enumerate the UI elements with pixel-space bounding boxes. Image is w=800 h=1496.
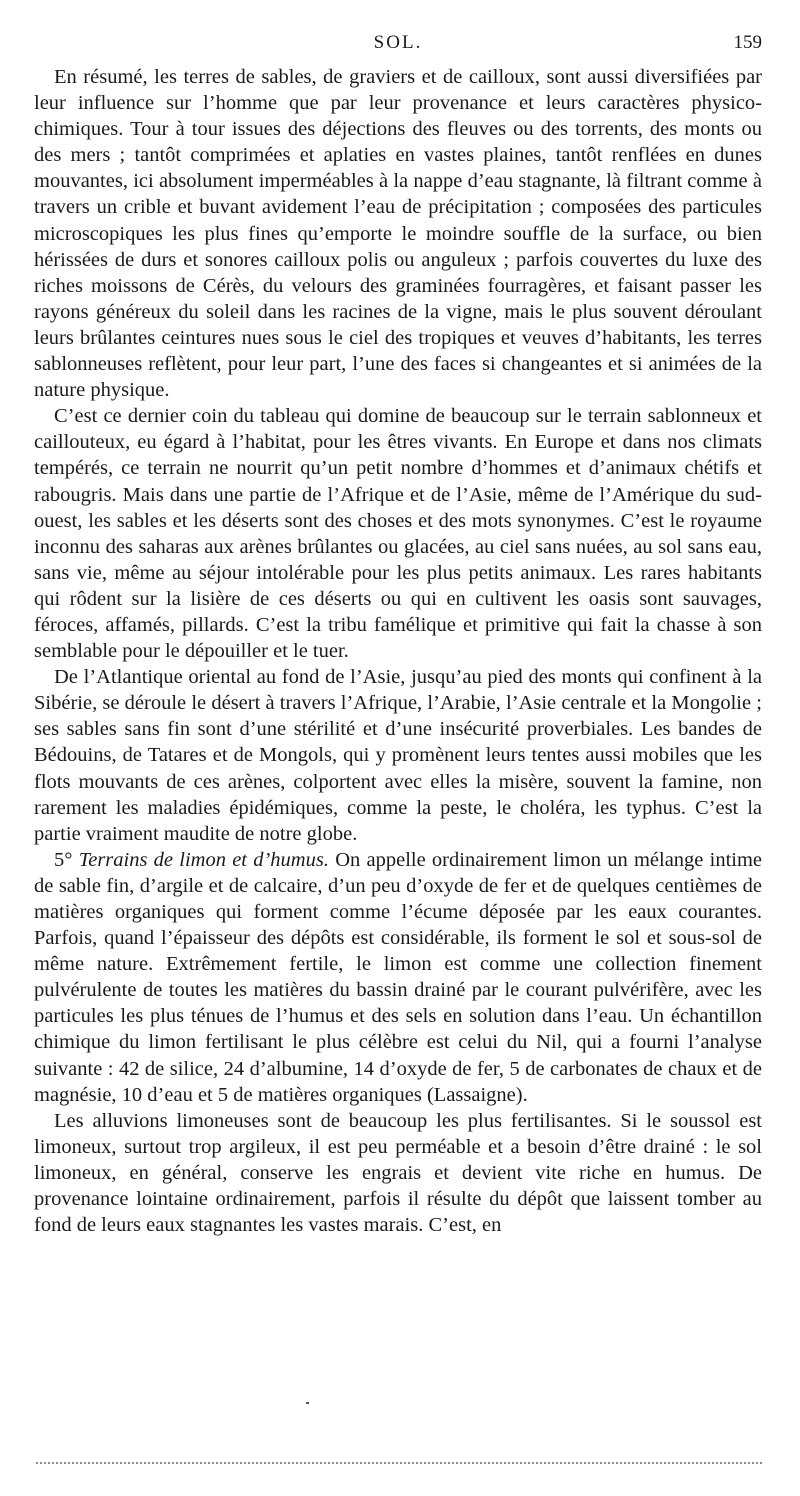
page-number: 159 <box>733 32 762 53</box>
running-header <box>34 30 762 56</box>
paragraph-summary: En résumé, les terres de sables, de graviers et de cailloux, sont aussi diversifiées par leur influence sur l’homme que par leur provenance et leurs caractères physico-chimiques. Tour à tour issues des déjections des fleuves ou des torrents, des monts ou des mers ; tantôt comprimées et aplaties en vastes plaines, tantôt renflées en dunes mouvantes, ici absolument imperméables à la nappe d’eau stagnante, là filtrant comme à travers un crible et buvant avidement l’eau de précipitation ; composées des particules microscopiques les plus fines qu’emporte le moindre souffle de la surface, ou bien hérissées de durs et sonores cailloux polis ou anguleux ; parfois couvertes du luxe des riches moissons de Cérès, du velours des graminées fourragères, et faisant passer les rayons généreux du soleil dans les racines de la vigne, mais le plus souvent déroulant leurs brûlantes ceintures nues sous le ciel des tropiques et veuves d’habitants, les terres sablonneuses reflètent, pour leur part, l’une des faces si changeantes et si animées de la nature physique. <box>34 66 762 402</box>
paragraph-habitat: C’est ce dernier coin du tableau qui domine de beaucoup sur le terrain sablonneux et caillouteux, eu égard à l’habitat, pour les êtres vivants. En Europe et dans nos climats tempérés, ce terrain ne nourrit qu’un petit nombre d’hommes et d’animaux chétifs et rabougris. Mais dans une partie de l’Afrique et de l’Asie, même de l’Amérique du sud-ouest, les sables et les déserts sont des choses et des mots synonymes. C’est le royaume inconnu des saharas aux arènes brûlantes ou glacées, au ciel sans nuées, au sol sans eau, sans vie, même au séjour intolérable pour les plus petits animaux. Les rares habitants qui rôdent sur la lisière de ces déserts ou qui en cultivent les oasis sont sauvages, féroces, affamés, pillards. C’est la tribu famélique et primitive qui fait la chasse à son semblable pour le dépouiller et le tuer. <box>34 405 762 663</box>
paragraph-limon <box>34 847 762 1108</box>
footer-dotted-rule <box>36 1462 762 1464</box>
body-text <box>34 64 762 1238</box>
section-title: Terrains de limon et d’humus. <box>78 848 329 871</box>
section-text: On appelle ordinairement limon un mélange intime de sable fin, d’argile et de calcaire, d’un peu d’oxyde de fer et de quelques centièmes de matières organiques qui forment comme l’écume déposée par les eaux courantes. Parfois, quand l’épaisseur des dépôts est considérable, ils forment le sol et sous-sol de même nature. Extrêmement fertile, le limon est comme une collection finement pulvérulente de toutes les matières du bassin drainé par le courant pulvérifère, avec les particules les plus ténues de l’humus et des sels en solution dans l’eau. Un échantillon chimique du limon fertilisant le plus célèbre est celui du Nil, qui a fourni l’analyse suivante : 42 de silice, 24 d’albumine, 14 d’oxyde de fer, 5 de carbonates de chaux et de magnésie, 10 d’eau et 5 de matières organiques (Lassaigne). <box>34 848 763 1106</box>
paragraph-desert: De l’Atlantique oriental au fond de l’Asie, jusqu’au pied des monts qui confinent à la Sibérie, se déroule le désert à travers l’Afrique, l’Arabie, l’Asie centrale et la Mongolie ; ses sables sans fin sont d’une stérilité et d’une insécurité proverbiales. Les bandes de Bédouins, de Tatares et de Mongols, qui y promènent leurs tentes aussi mobiles que les flots mouvants de ces arènes, colportent avec elles la misère, souvent la famine, non rarement les maladies épidémiques, comme la peste, le choléra, les typhus. C’est la partie vraiment maudite de notre globe. <box>34 666 762 845</box>
print-speck <box>306 1402 309 1404</box>
section-number: 5° <box>54 848 73 871</box>
running-title: SOL. <box>373 32 423 53</box>
paragraph-alluvions: Les alluvions limoneuses sont de beaucoup les plus fertilisantes. Si le soussol est limoneux, surtout trop argileux, il est peu perméable et a besoin d’être drainé : le sol limoneux, en général, conserve les engrais et devient vite riche en humus. De provenance lointaine ordinairement, parfois il résulte du dépôt que laissent tomber au fond de leurs eaux stagnantes les vastes marais. C’est, en <box>34 1109 762 1237</box>
